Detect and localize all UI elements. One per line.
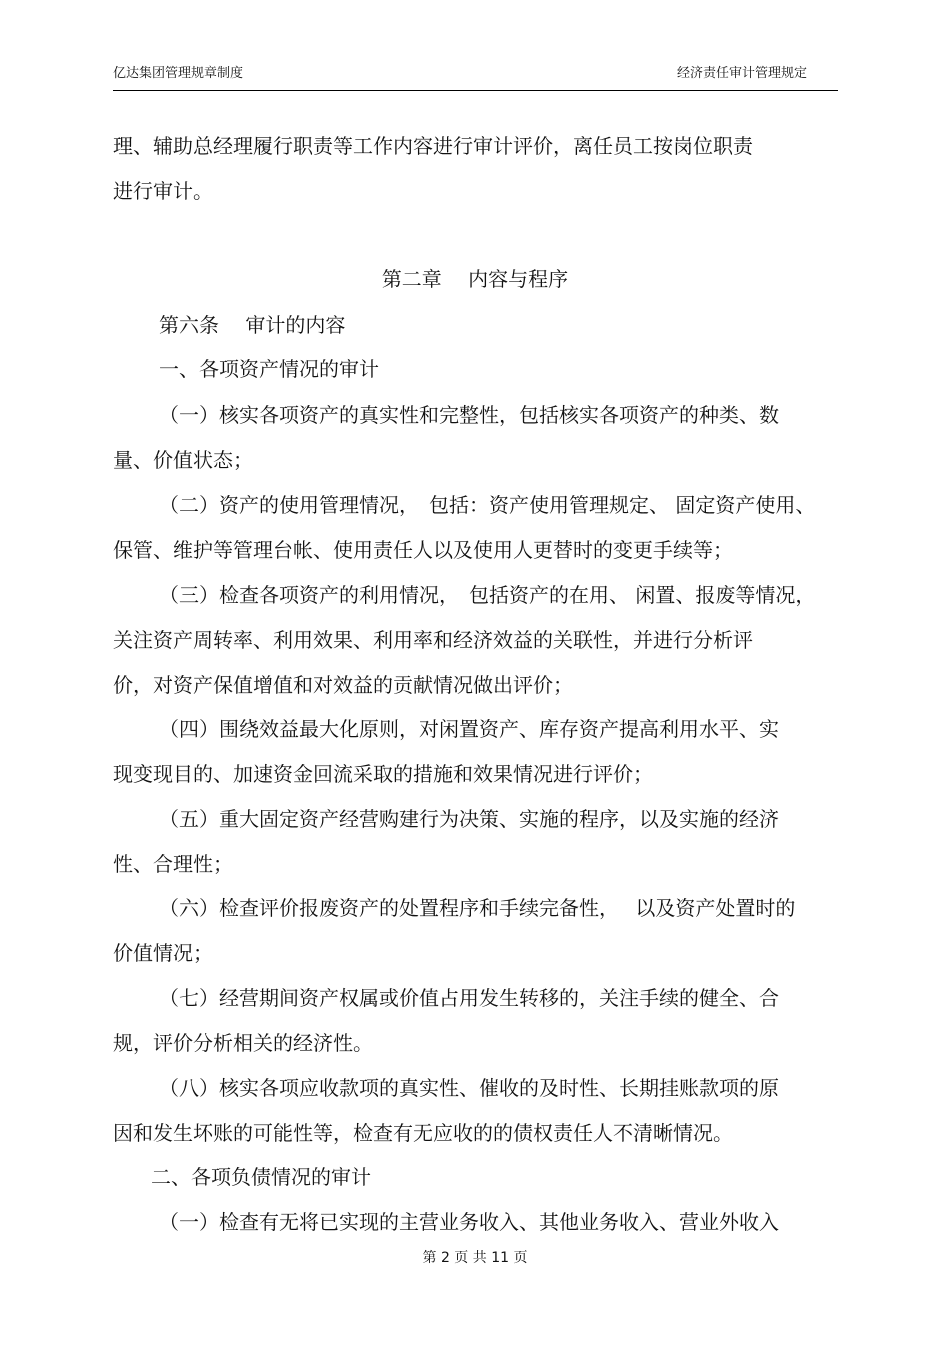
article-title: 第六条 审计的内容: [159, 313, 346, 337]
header-divider: [113, 90, 838, 91]
body-line: （四）围绕效益最大化原则，对闲置资产、库存资产提高利用水平、实: [159, 717, 779, 741]
body-line: （一）检查有无将已实现的主营业务收入、其他业务收入、营业外收入: [159, 1210, 779, 1234]
page-header-left: 亿达集团管理规章制度: [113, 66, 244, 81]
body-line: 保管、维护等管理台帐、使用责任人以及使用人更替时的变更手续等；: [113, 538, 733, 562]
body-line: （三）检查各项资产的利用情况， 包括资产的在用、 闲置、报废等情况，: [159, 583, 816, 607]
body-line: （一）核实各项资产的真实性和完整性，包括核实各项资产的种类、数: [159, 403, 779, 427]
page-number-footer: 第 2 页 共 11 页: [422, 1250, 528, 1266]
body-line: 量、价值状态；: [113, 448, 253, 472]
section-heading: 二、各项负债情况的审计: [151, 1165, 371, 1189]
body-line: （六）检查评价报废资产的处置程序和手续完备性， 以及资产处置时的: [159, 896, 796, 920]
section-heading: 一、各项资产情况的审计: [159, 357, 379, 381]
body-line: 理、辅助总经理履行职责等工作内容进行审计评价，离任员工按岗位职责: [113, 134, 753, 158]
chapter-title: 第二章 内容与程序: [381, 267, 569, 291]
body-line: 价，对资产保值增值和对效益的贡献情况做出评价；: [113, 673, 573, 697]
body-line: （五）重大固定资产经营购建行为决策、实施的程序，以及实施的经济: [159, 807, 779, 831]
body-line: 价值情况；: [113, 941, 213, 965]
body-line: 现变现目的、加速资金回流采取的措施和效果情况进行评价；: [113, 762, 653, 786]
body-line: （七）经营期间资产权属或价值占用发生转移的，关注手续的健全、合: [159, 986, 779, 1010]
body-line: （二）资产的使用管理情况， 包括：资产使用管理规定、 固定资产使用、: [159, 493, 816, 517]
body-line: 进行审计。: [113, 179, 213, 203]
body-line: 性、合理性；: [113, 852, 233, 876]
body-line: 因和发生坏账的可能性等，检查有无应收的的债权责任人不清晰情况。: [113, 1121, 733, 1145]
body-line: 规，评价分析相关的经济性。: [113, 1031, 373, 1055]
page-header-right: 经济责任审计管理规定: [676, 66, 807, 81]
body-line: 关注资产周转率、利用效果、利用率和经济效益的关联性，并进行分析评: [113, 628, 753, 652]
body-line: （八）核实各项应收款项的真实性、催收的及时性、长期挂账款项的原: [159, 1076, 779, 1100]
